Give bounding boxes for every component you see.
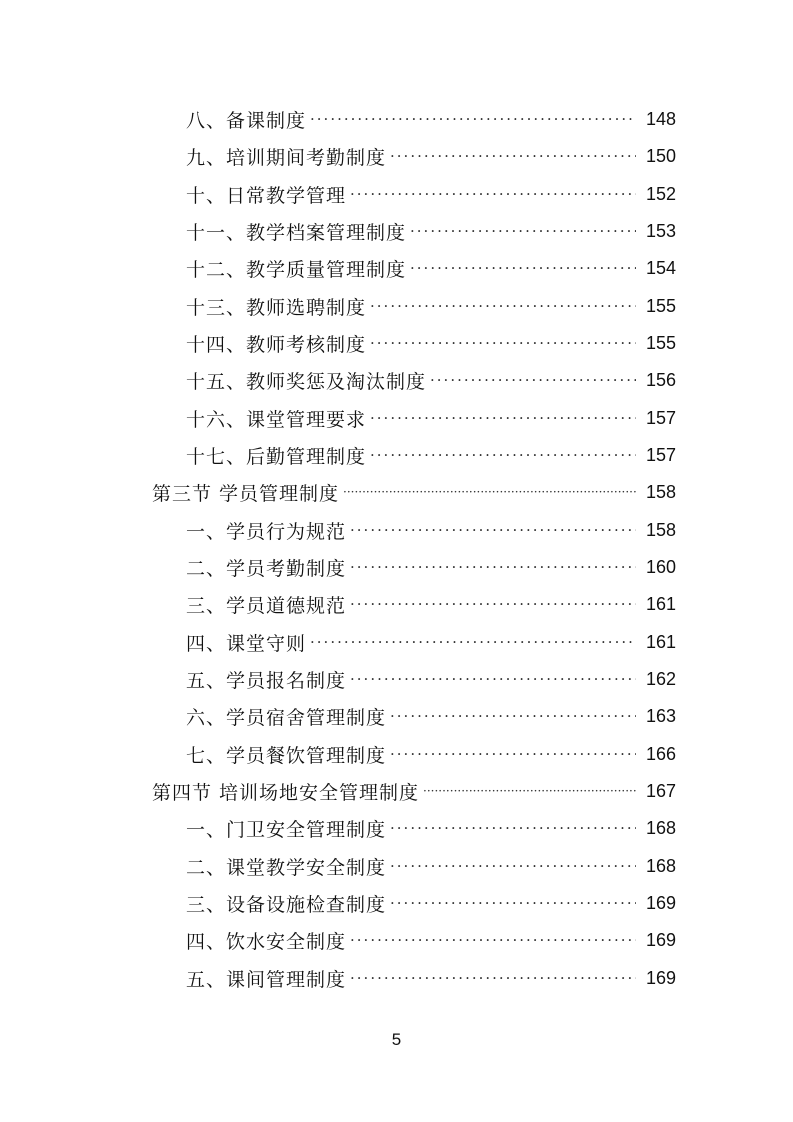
toc-entry[interactable]: [186, 888, 676, 918]
toc-entry[interactable]: [186, 963, 676, 993]
dot-leader: [390, 819, 636, 837]
toc-entry-page: 169: [645, 967, 676, 988]
toc-entry-title: 第三节 学员管理制度: [152, 482, 340, 505]
toc-entry-page: 153: [645, 220, 676, 241]
toc-entry[interactable]: [186, 664, 676, 694]
toc-entry-title: 二、学员考勤制度: [186, 557, 347, 580]
dot-leader: [390, 745, 636, 763]
toc-entry-title: 十六、课堂管理要求: [186, 408, 367, 431]
toc-entry[interactable]: [186, 440, 676, 470]
toc-entry-page: 155: [645, 295, 676, 316]
toc-entry[interactable]: [186, 253, 676, 283]
toc-entry-page: 155: [645, 332, 676, 353]
dot-leader: [350, 969, 636, 987]
toc-entry-title: 三、学员道德规范: [186, 594, 347, 617]
dot-leader: [390, 147, 636, 165]
toc-entry-title: 十五、教师奖惩及淘汰制度: [186, 370, 427, 393]
dot-leader: [350, 931, 636, 949]
toc-entry-page: 169: [645, 929, 676, 950]
toc-entry-page: 160: [645, 556, 676, 577]
toc-entry-title: 六、学员宿舍管理制度: [186, 706, 387, 729]
toc-entry-title: 五、学员报名制度: [186, 669, 347, 692]
toc-entry-title: 四、课堂守则: [186, 632, 307, 655]
toc-entry-title: 十一、教学档案管理制度: [186, 221, 407, 244]
dot-leader: [410, 222, 636, 240]
dot-leader: [390, 707, 636, 725]
toc-entry[interactable]: [186, 851, 676, 881]
toc-entry-page: 168: [645, 817, 676, 838]
toc-entry-title: 三、设备设施检查制度: [186, 893, 387, 916]
toc-entry-page: 150: [645, 145, 676, 166]
dot-leader: [370, 446, 636, 464]
dot-leader: [350, 670, 636, 688]
dot-leader: [350, 185, 636, 203]
dot-leader: [410, 259, 636, 277]
toc-entry[interactable]: [186, 627, 676, 657]
dot-leader: [370, 297, 636, 315]
toc-entry-page: 154: [645, 257, 676, 278]
toc-section-entry[interactable]: [152, 776, 676, 806]
toc-entry-title: 一、学员行为规范: [186, 520, 347, 543]
toc-entry-title: 一、门卫安全管理制度: [186, 818, 387, 841]
toc-entry-title: 八、备课制度: [186, 109, 307, 132]
toc-entry-page: 157: [645, 407, 676, 428]
toc-entry[interactable]: [186, 925, 676, 955]
toc-entry-page: 157: [645, 444, 676, 465]
dot-leader: [370, 334, 636, 352]
toc-entry[interactable]: [186, 589, 676, 619]
toc-entry-title: 九、培训期间考勤制度: [186, 146, 387, 169]
toc-entry-title: 第四节 培训场地安全管理制度: [152, 781, 420, 804]
toc-entry-page: 162: [645, 668, 676, 689]
toc-entry[interactable]: [186, 328, 676, 358]
toc-entry-page: 161: [645, 631, 676, 652]
toc-entry-title: 五、课间管理制度: [186, 968, 347, 991]
toc-entry[interactable]: [186, 104, 676, 134]
toc-entry-page: 161: [645, 593, 676, 614]
dot-leader: [430, 371, 636, 389]
toc-entry-page: 167: [645, 780, 676, 801]
toc-entry[interactable]: [186, 141, 676, 171]
toc-entry[interactable]: [186, 813, 676, 843]
toc-entry-page: 158: [645, 519, 676, 540]
dot-leader: [370, 409, 636, 427]
toc-entry-page: 163: [645, 705, 676, 726]
toc-entry[interactable]: [186, 403, 676, 433]
toc-entry-title: 十、日常教学管理: [186, 184, 347, 207]
dot-leader: [390, 857, 636, 875]
dot-leader: [390, 894, 636, 912]
dot-leader: [350, 521, 636, 539]
toc-entry-page: 156: [645, 369, 676, 390]
toc-entry-title: 十三、教师选聘制度: [186, 296, 367, 319]
toc-entry-title: 七、学员餐饮管理制度: [186, 744, 387, 767]
toc-entry[interactable]: [186, 216, 676, 246]
toc-entry-page: 158: [645, 481, 676, 502]
dot-leader: [343, 485, 636, 499]
toc-entry[interactable]: [186, 701, 676, 731]
dot-leader: [350, 558, 636, 576]
dot-leader: [423, 784, 636, 798]
toc-entry[interactable]: [186, 515, 676, 545]
toc-entry-page: 168: [645, 855, 676, 876]
toc-entry[interactable]: [186, 179, 676, 209]
page-number: 5: [391, 1030, 402, 1049]
dot-leader: [310, 110, 636, 128]
dot-leader: [350, 595, 636, 613]
toc-entry-title: 十七、后勤管理制度: [186, 445, 367, 468]
toc-entry-page: 148: [645, 108, 676, 129]
toc-section-entry[interactable]: [152, 477, 676, 507]
toc-entry-title: 十二、教学质量管理制度: [186, 258, 407, 281]
dot-leader: [310, 633, 636, 651]
toc-entry-title: 二、课堂教学安全制度: [186, 856, 387, 879]
toc-entry-title: 四、饮水安全制度: [186, 930, 347, 953]
toc-entry-page: 152: [645, 183, 676, 204]
toc-entry[interactable]: [186, 552, 676, 582]
toc-entry-title: 十四、教师考核制度: [186, 333, 367, 356]
toc-entry[interactable]: [186, 291, 676, 321]
toc-entry[interactable]: [186, 739, 676, 769]
toc-entry[interactable]: [186, 365, 676, 395]
toc-entry-page: 166: [645, 743, 676, 764]
toc-entry-page: 169: [645, 892, 676, 913]
